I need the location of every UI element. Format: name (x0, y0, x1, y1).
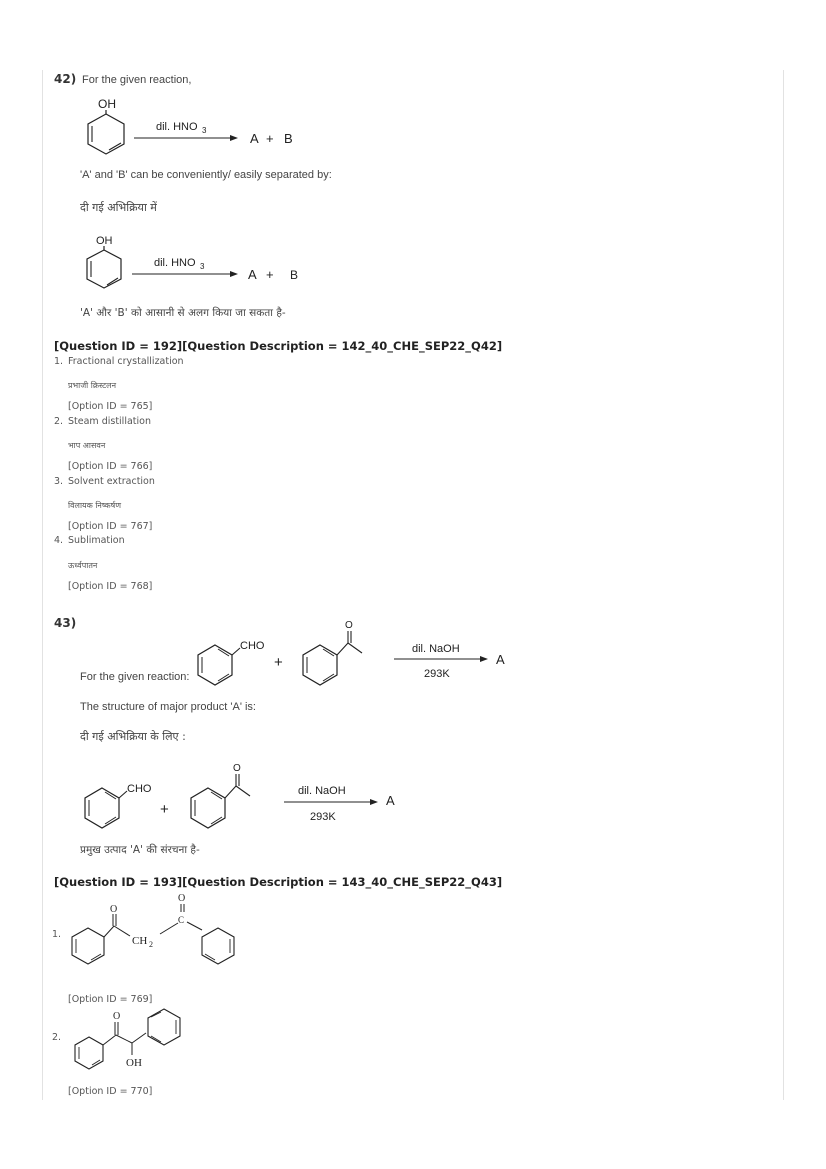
page-frame-right (783, 70, 784, 1100)
reaction-arrow (370, 799, 378, 805)
question-42-statement-hindi: 'A' और 'B' को आसानी से अलग किया जा सकता है- (80, 307, 286, 319)
temperature-label: 293K (310, 811, 336, 823)
question-43-statement: The structure of major product 'A' is: (80, 701, 256, 713)
question-42-reaction-hi (80, 230, 320, 300)
question-43-intro-hindi: दी गई अभिक्रिया के लिए : (80, 730, 186, 743)
carbon-label: C (178, 915, 185, 925)
reaction-arrow (230, 271, 238, 277)
option-4-id: [Option ID = 768] (68, 581, 153, 592)
option-3-text-hindi: विलायक निष्कर्षण (68, 501, 122, 510)
carbonyl-o-label: O (345, 620, 353, 631)
temperature-label: 293K (424, 668, 450, 680)
question-43-number: 43) (54, 616, 77, 630)
benzaldehyde-ring (85, 788, 119, 828)
plus-sign: + (266, 131, 274, 146)
q43-option-2-number: 2. (52, 1032, 62, 1043)
carbonyl-o-label-2: O (178, 893, 186, 904)
question-43-intro: For the given reaction: (80, 671, 190, 683)
question-42-reaction-en (80, 94, 320, 164)
reagent-label: dil. NaOH (298, 785, 346, 797)
phenol-ring (88, 114, 124, 154)
carbonyl-o-label: O (233, 763, 241, 774)
product-b: B (290, 268, 299, 282)
option-2-number: 2. (54, 416, 64, 427)
reagent-subscript: 3 (202, 126, 207, 135)
product-a: A (496, 652, 505, 667)
product-a: A (250, 131, 259, 146)
option-2-text-hindi: भाप आसवन (68, 441, 106, 450)
reagent-label: dil. NaOH (412, 643, 460, 655)
phenyl-ring-2 (202, 928, 234, 964)
phenol-oh-label: OH (96, 235, 113, 247)
question-43-reaction-en (190, 615, 520, 690)
option-1-text-hindi: प्रभाजी क्रिस्टलन (68, 381, 117, 390)
question-43-id: [Question ID = 193][Question Description = 143_40_CHE_SEP22_Q43] (54, 875, 503, 889)
question-42-intro-hindi: दी गई अभिक्रिया में (80, 201, 157, 214)
acetophenone-ring (191, 788, 225, 828)
reaction-arrow (230, 135, 238, 141)
ch2-label: CH (132, 935, 148, 947)
phenyl-ring-2 (148, 1009, 180, 1045)
reagent-subscript: 3 (200, 262, 205, 271)
option-3-text[interactable]: Solvent extraction (68, 476, 155, 487)
product-a: A (248, 267, 257, 282)
reaction-arrow (480, 656, 488, 662)
product-a: A (386, 793, 395, 808)
phenol-ring (87, 250, 121, 288)
cho-label: CHO (240, 640, 265, 652)
plus-sign: + (266, 267, 274, 282)
option-4-number: 4. (54, 535, 64, 546)
plus-sign: + (274, 654, 283, 671)
carbonyl-o-label: O (110, 904, 118, 915)
q43-option-1-id: [Option ID = 769] (68, 994, 153, 1005)
benzaldehyde-ring (198, 645, 232, 685)
cho-label: CHO (127, 783, 152, 795)
option-4-text-hindi: ऊर्ध्वपातन (68, 561, 98, 570)
question-42-statement: 'A' and 'B' can be conveniently/ easily separated by: (80, 169, 332, 181)
question-43-reaction-hi (80, 758, 410, 833)
acetophenone-ring (303, 645, 337, 685)
question-43-statement-hindi: प्रमुख उत्पाद 'A' की संरचना है- (80, 844, 200, 856)
q43-option-2-structure[interactable] (68, 1005, 198, 1070)
q43-option-1-structure[interactable] (62, 890, 252, 970)
hydroxyl-label: OH (126, 1057, 142, 1069)
option-3-id: [Option ID = 767] (68, 521, 153, 532)
question-42-intro: For the given reaction, (82, 74, 192, 86)
q43-option-2-id: [Option ID = 770] (68, 1086, 153, 1097)
page-frame-left (42, 70, 43, 1100)
phenol-oh-label: OH (98, 97, 116, 111)
option-1-number: 1. (54, 356, 64, 367)
reagent-label: dil. HNO (156, 121, 198, 133)
option-2-id: [Option ID = 766] (68, 461, 153, 472)
option-4-text[interactable]: Sublimation (68, 535, 125, 546)
ch2-subscript: 2 (149, 940, 153, 949)
q43-option-1-number: 1. (52, 929, 62, 940)
plus-sign: + (160, 801, 169, 818)
phenyl-ring (72, 928, 104, 964)
product-b: B (284, 131, 293, 146)
question-42-id: [Question ID = 192][Question Description = 142_40_CHE_SEP22_Q42] (54, 339, 503, 353)
carbonyl-o-label: O (113, 1011, 121, 1022)
reagent-label: dil. HNO (154, 257, 196, 269)
option-1-text[interactable]: Fractional crystallization (68, 356, 184, 367)
option-3-number: 3. (54, 476, 64, 487)
question-42-number: 42) (54, 72, 77, 86)
option-2-text[interactable]: Steam distillation (68, 416, 151, 427)
option-1-id: [Option ID = 765] (68, 401, 153, 412)
